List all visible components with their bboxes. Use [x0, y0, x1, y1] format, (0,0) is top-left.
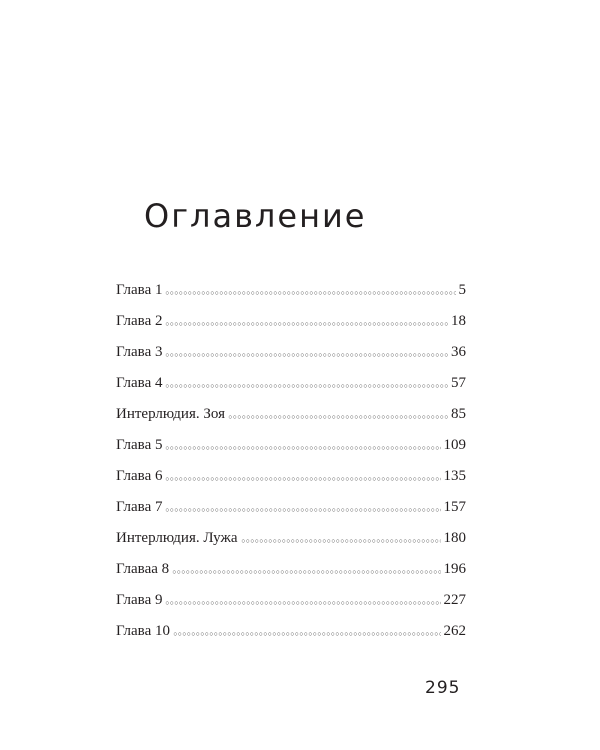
toc-entry-page: 135 — [443, 468, 466, 484]
dot-leader — [172, 569, 440, 575]
dot-leader — [165, 507, 440, 513]
toc-entry-page: 227 — [443, 592, 466, 608]
toc-entry-page: 109 — [443, 437, 466, 453]
toc-entry-page: 157 — [443, 499, 466, 515]
toc-entry-title: Глава 10 — [116, 623, 170, 639]
toc-entry-page: 5 — [458, 282, 466, 298]
toc-entry-page: 196 — [443, 561, 466, 577]
toc-entry — [116, 523, 466, 554]
toc-entry-title: Глава 2 — [116, 313, 163, 329]
toc-entry-title: Глава 4 — [116, 375, 163, 391]
toc-entry-title: Главаа 8 — [116, 561, 170, 577]
table-of-contents — [116, 275, 466, 647]
dot-leader — [165, 476, 440, 482]
toc-entry-title: Глава 5 — [116, 437, 163, 453]
dot-leader — [241, 538, 441, 544]
toc-entry-page: 262 — [443, 623, 466, 639]
toc-entry — [116, 461, 466, 492]
toc-entry-page: 57 — [451, 375, 466, 391]
toc-entry — [116, 430, 466, 461]
toc-entry — [116, 368, 466, 399]
toc-entry — [116, 616, 466, 647]
page-title: Оглавление — [144, 197, 367, 235]
dot-leader — [165, 383, 448, 389]
toc-entry — [116, 585, 466, 616]
dot-leader — [228, 414, 448, 420]
toc-entry-title: Глава 3 — [116, 344, 163, 360]
toc-entry-title: Глава 9 — [116, 592, 163, 608]
toc-entry-page: 85 — [451, 406, 466, 422]
toc-entry — [116, 492, 466, 523]
toc-entry — [116, 337, 466, 368]
dot-leader — [173, 631, 441, 637]
toc-entry — [116, 554, 466, 585]
toc-entry — [116, 399, 466, 430]
dot-leader — [165, 321, 448, 327]
toc-entry-page: 36 — [451, 344, 466, 360]
dot-leader — [165, 600, 440, 606]
toc-entry-title: Интерлюдия. Зоя — [116, 406, 225, 422]
toc-entry-title: Интерлюдия. Лужа — [116, 530, 238, 546]
toc-entry-title: Глава 6 — [116, 468, 163, 484]
toc-entry-title: Глава 7 — [116, 499, 163, 515]
dot-leader — [165, 290, 455, 296]
page-number: 295 — [425, 678, 461, 698]
dot-leader — [165, 352, 448, 358]
toc-entry-page: 18 — [451, 313, 466, 329]
toc-entry — [116, 306, 466, 337]
toc-entry — [116, 275, 466, 306]
toc-entry-page: 180 — [443, 530, 466, 546]
toc-entry-title: Глава 1 — [116, 282, 163, 298]
dot-leader — [165, 445, 440, 451]
